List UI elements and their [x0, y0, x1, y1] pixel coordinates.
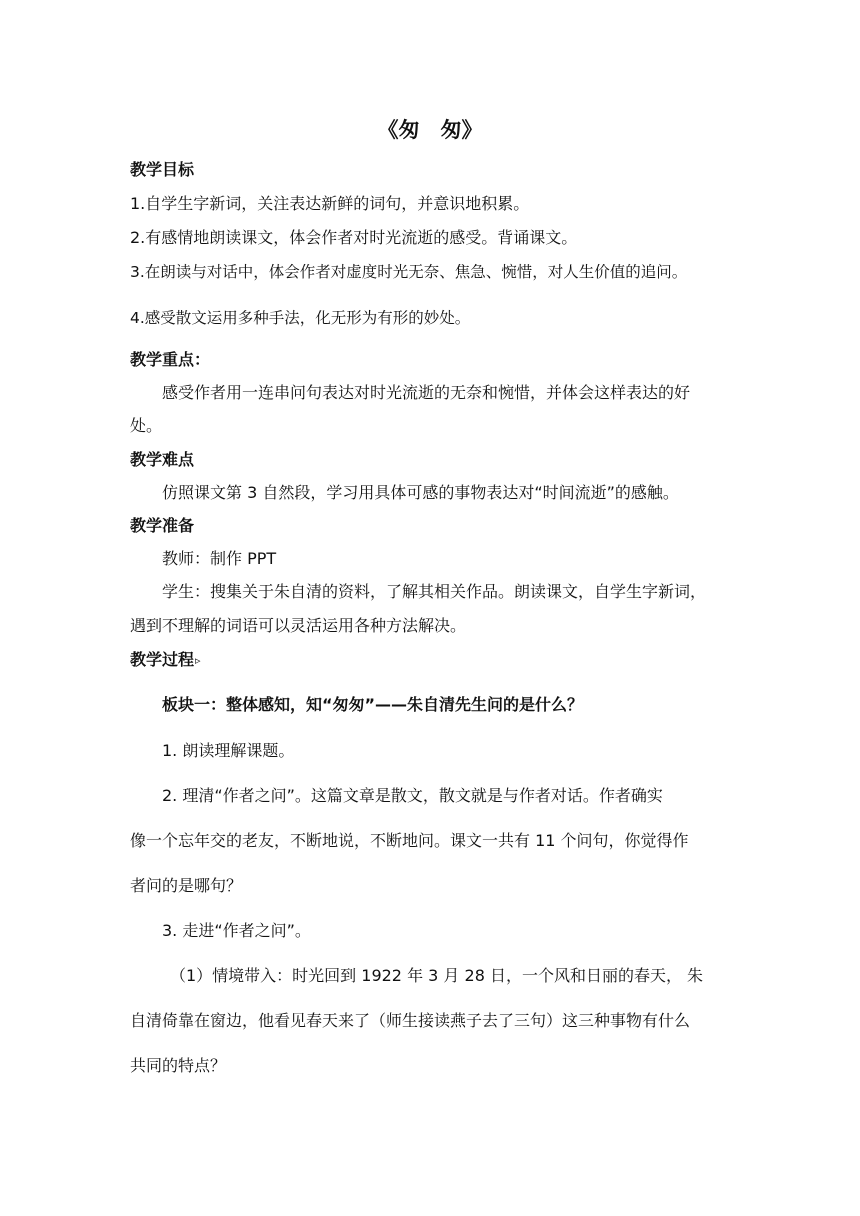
objective-item-4: 4.感受散文运用多种手法，化无形为有形的妙处。 [130, 309, 471, 327]
process-heading-label: 教学过程 [130, 650, 195, 669]
step-3: 3. 走进“作者之问”。 [162, 921, 311, 940]
key-points-line-2: 处。 [130, 416, 163, 435]
key-points-heading: 教学重点： [130, 350, 211, 369]
preparation-student-line-2: 遇到不理解的词语可以灵活运用各种方法解决。 [130, 616, 467, 635]
document-title: 《匆 匆》 [377, 118, 483, 142]
preparation-heading: 教学准备 [130, 516, 195, 535]
objective-item-2: 2.有感情地朗读课文，体会作者对时光流逝的感受。背诵课文。 [130, 228, 578, 247]
step-2-line-2: 像一个忘年交的老友，不断地说，不断地问。课文一共有 11 个问句，你觉得作 [130, 831, 689, 850]
objective-item-3: 3.在朗读与对话中，体会作者对虚度时光无奈、焦急、惋惜，对人生价值的追问。 [130, 263, 688, 281]
block-one-title: 板块一：整体感知，知“匆匆”——朱自清先生问的是什么？ [162, 695, 584, 714]
step-3-sub-line-3: 共同的特点？ [130, 1056, 227, 1075]
step-3-sub-line-2: 自清倚靠在窗边，他看见春天来了（师生接读燕子去了三句）这三种事物有什么 [130, 1011, 691, 1030]
difficulties-heading: 教学难点 [130, 450, 195, 469]
difficulties-line-1: 仿照课文第 3 自然段，学习用具体可感的事物表达对“时间流逝”的感触。 [162, 483, 679, 502]
step-1: 1. 朗读理解课题。 [162, 741, 295, 760]
step-3-sub-line-1: （1）情境带入：时光回到 1922 年 3 月 28 日，一个风和日丽的春天， 朱 [170, 966, 704, 985]
preparation-teacher: 教师：制作 PPT [162, 549, 277, 568]
step-2-line-1: 2. 理清“作者之问”。这篇文章是散文，散文就是与作者对话。作者确实 [162, 786, 663, 805]
key-points-line-1: 感受作者用一连串问句表达对时光流逝的无奈和惋惜，并体会这样表达的好 [162, 383, 691, 402]
objective-item-1: 1.自学生字新词，关注表达新鲜的词句，并意识地积累。 [130, 194, 530, 213]
step-2-line-3: 者问的是哪句？ [130, 876, 243, 895]
triangle-arrow-icon: ▹ [195, 654, 201, 667]
objectives-heading: 教学目标 [130, 160, 195, 179]
process-heading [130, 650, 730, 671]
preparation-student-line-1: 学生：搜集关于朱自清的资料，了解其相关作品。朗读课文，自学生字新词， [162, 582, 707, 601]
